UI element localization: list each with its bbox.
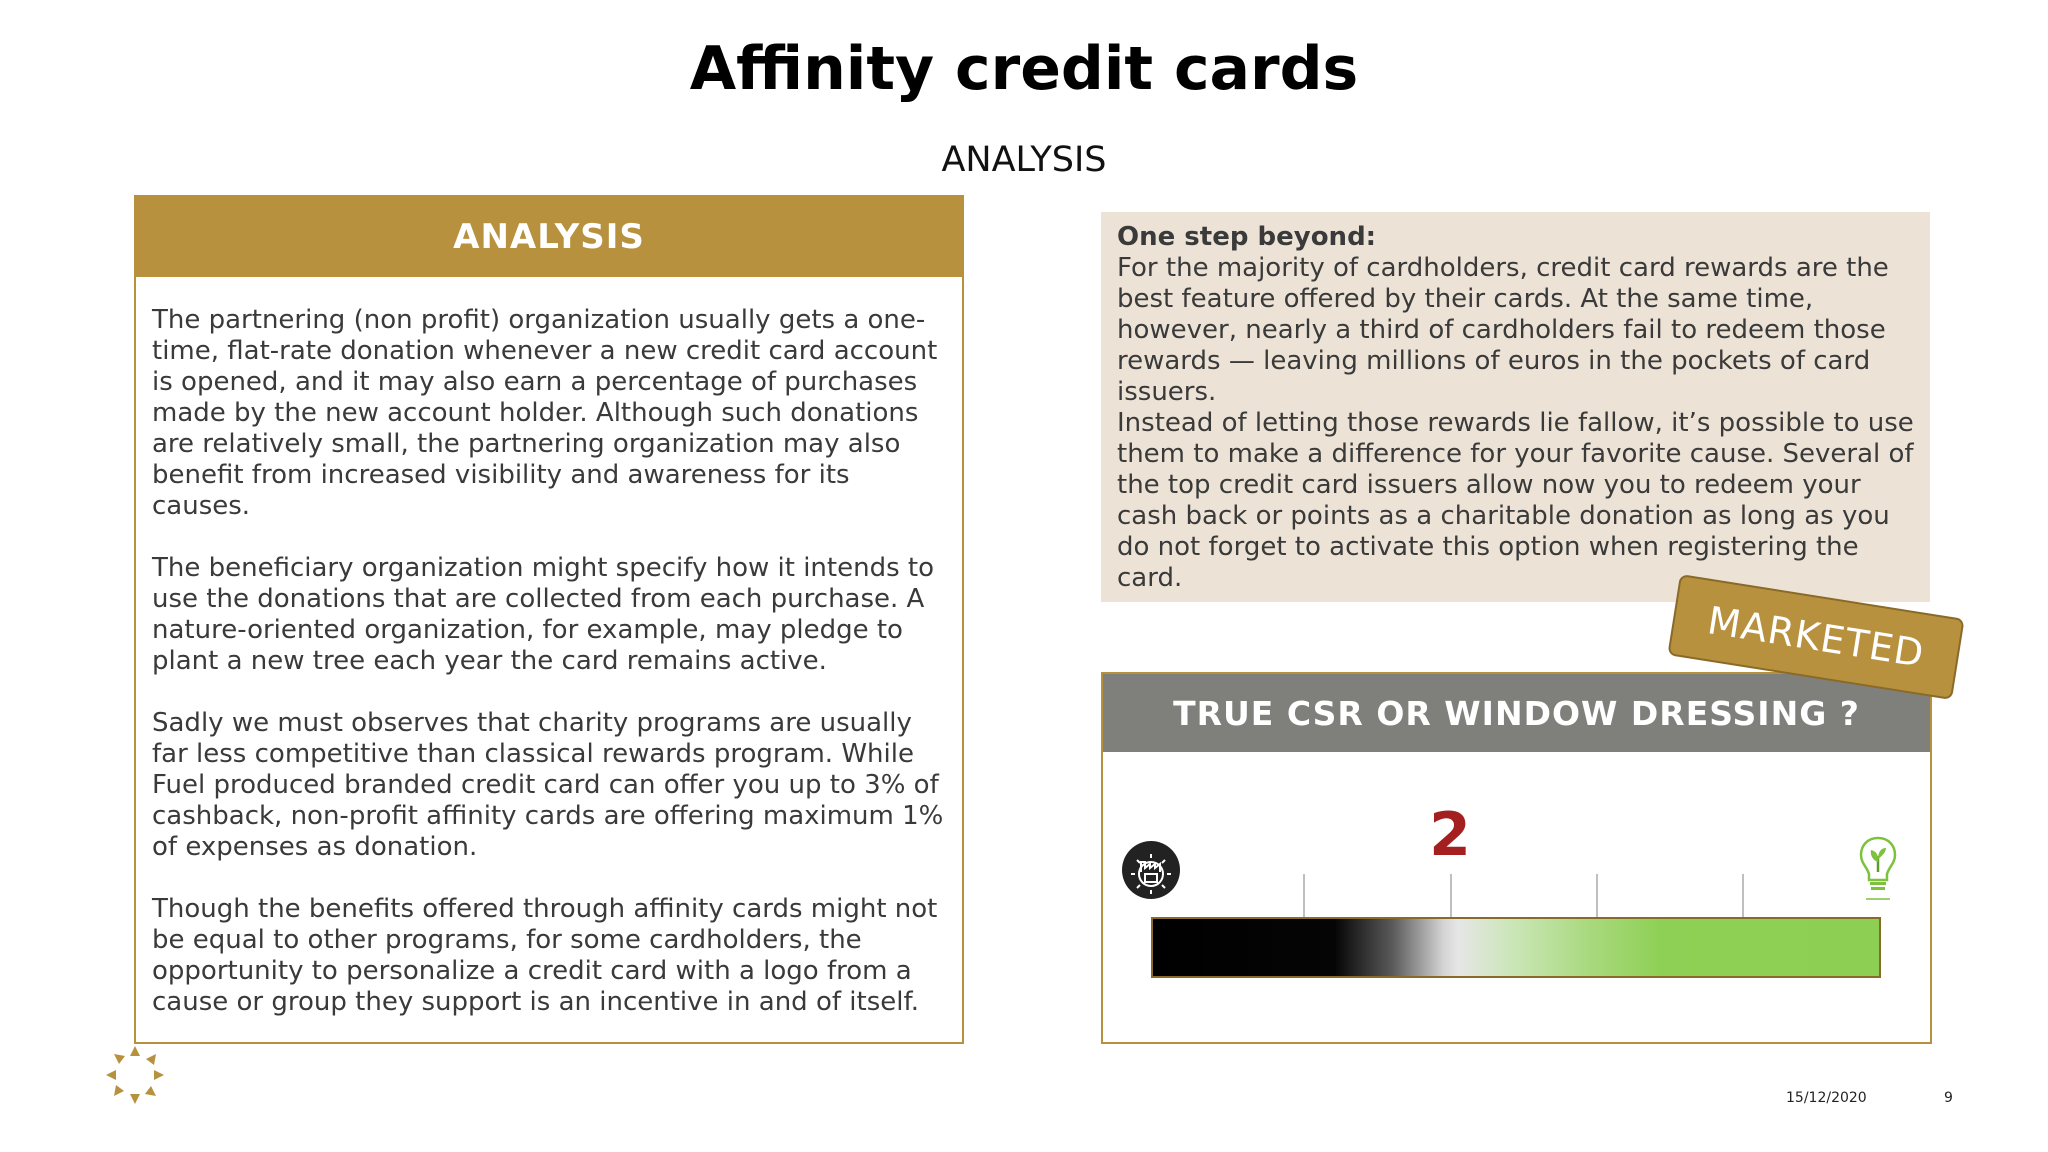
gauge-tick	[1303, 874, 1305, 918]
analysis-paragraph: Though the benefits offered through affinity cards might not be equal to other programs, for some cardholders, the opportunity to personalize a credit card with a logo from a cause or group they support is an incentive in and of itself.	[152, 894, 938, 1017]
one-step-beyond-paragraph: Instead of letting those rewards lie fallow, it’s possible to use them to make a difference for your favorite cause. Several of the top credit card issuers allow now you to redeem your cash back or points as a charitable donation as long as you do not forget to activate this option when registering the card.	[1117, 408, 1914, 593]
footer-page-number: 9	[1944, 1090, 1953, 1106]
star-burst-logo-icon	[104, 1044, 166, 1106]
analysis-paragraph: The partnering (non profit) organization usually gets a one-time, flat-rate donation whenever a new credit card account is opened, and it may also earn a percentage of purchases made by the new account holder. Although such donations are relatively small, the partnering organization may also benefit from increased visibility and awareness for its causes.	[152, 305, 938, 521]
analysis-paragraph: The beneficiary organization might specify how it intends to use the donations that are collected from each purchase. A nature-oriented organization, for example, may pledge to plant a new tree each year the card remains active.	[152, 553, 934, 676]
footer-date: 15/12/2020	[1786, 1090, 1867, 1106]
gauge-tick	[1596, 874, 1598, 918]
slide-subtitle: ANALYSIS	[941, 140, 1107, 180]
one-step-beyond-paragraph: For the majority of cardholders, credit card rewards are the best feature offered by their cards. At the same time, however, nearly a third of cardholders fail to redeem those rewards — leaving millions of euros in the pockets of card issuers.	[1117, 253, 1889, 407]
one-step-beyond-panel	[1101, 212, 1930, 602]
analysis-panel-body	[136, 277, 962, 1018]
csr-gauge-panel	[1101, 672, 1932, 1044]
gauge-tick	[1742, 874, 1744, 918]
eco-lightbulb-icon	[1856, 834, 1900, 906]
analysis-panel-header: ANALYSIS	[136, 197, 962, 277]
analysis-paragraph: Sadly we must observes that charity programs are usually far less competitive than classical rewards program. While Fuel produced branded credit card can offer you up to 3% of cashback, non-profit affinity cards are offering maximum 1% of expenses as donation.	[152, 708, 944, 862]
one-step-beyond-heading: One step beyond:	[1117, 222, 1377, 252]
gauge-tick	[1450, 874, 1452, 918]
csr-score-value: 2	[1429, 800, 1471, 870]
csr-gauge-bar	[1151, 917, 1881, 978]
factory-gear-icon	[1121, 840, 1181, 900]
marketed-stamp: MARKETED	[1667, 574, 1964, 700]
slide-title: Affinity credit cards	[689, 34, 1359, 104]
analysis-panel	[134, 195, 964, 1044]
csr-gauge-header: TRUE CSR OR WINDOW DRESSING ?	[1103, 674, 1930, 752]
